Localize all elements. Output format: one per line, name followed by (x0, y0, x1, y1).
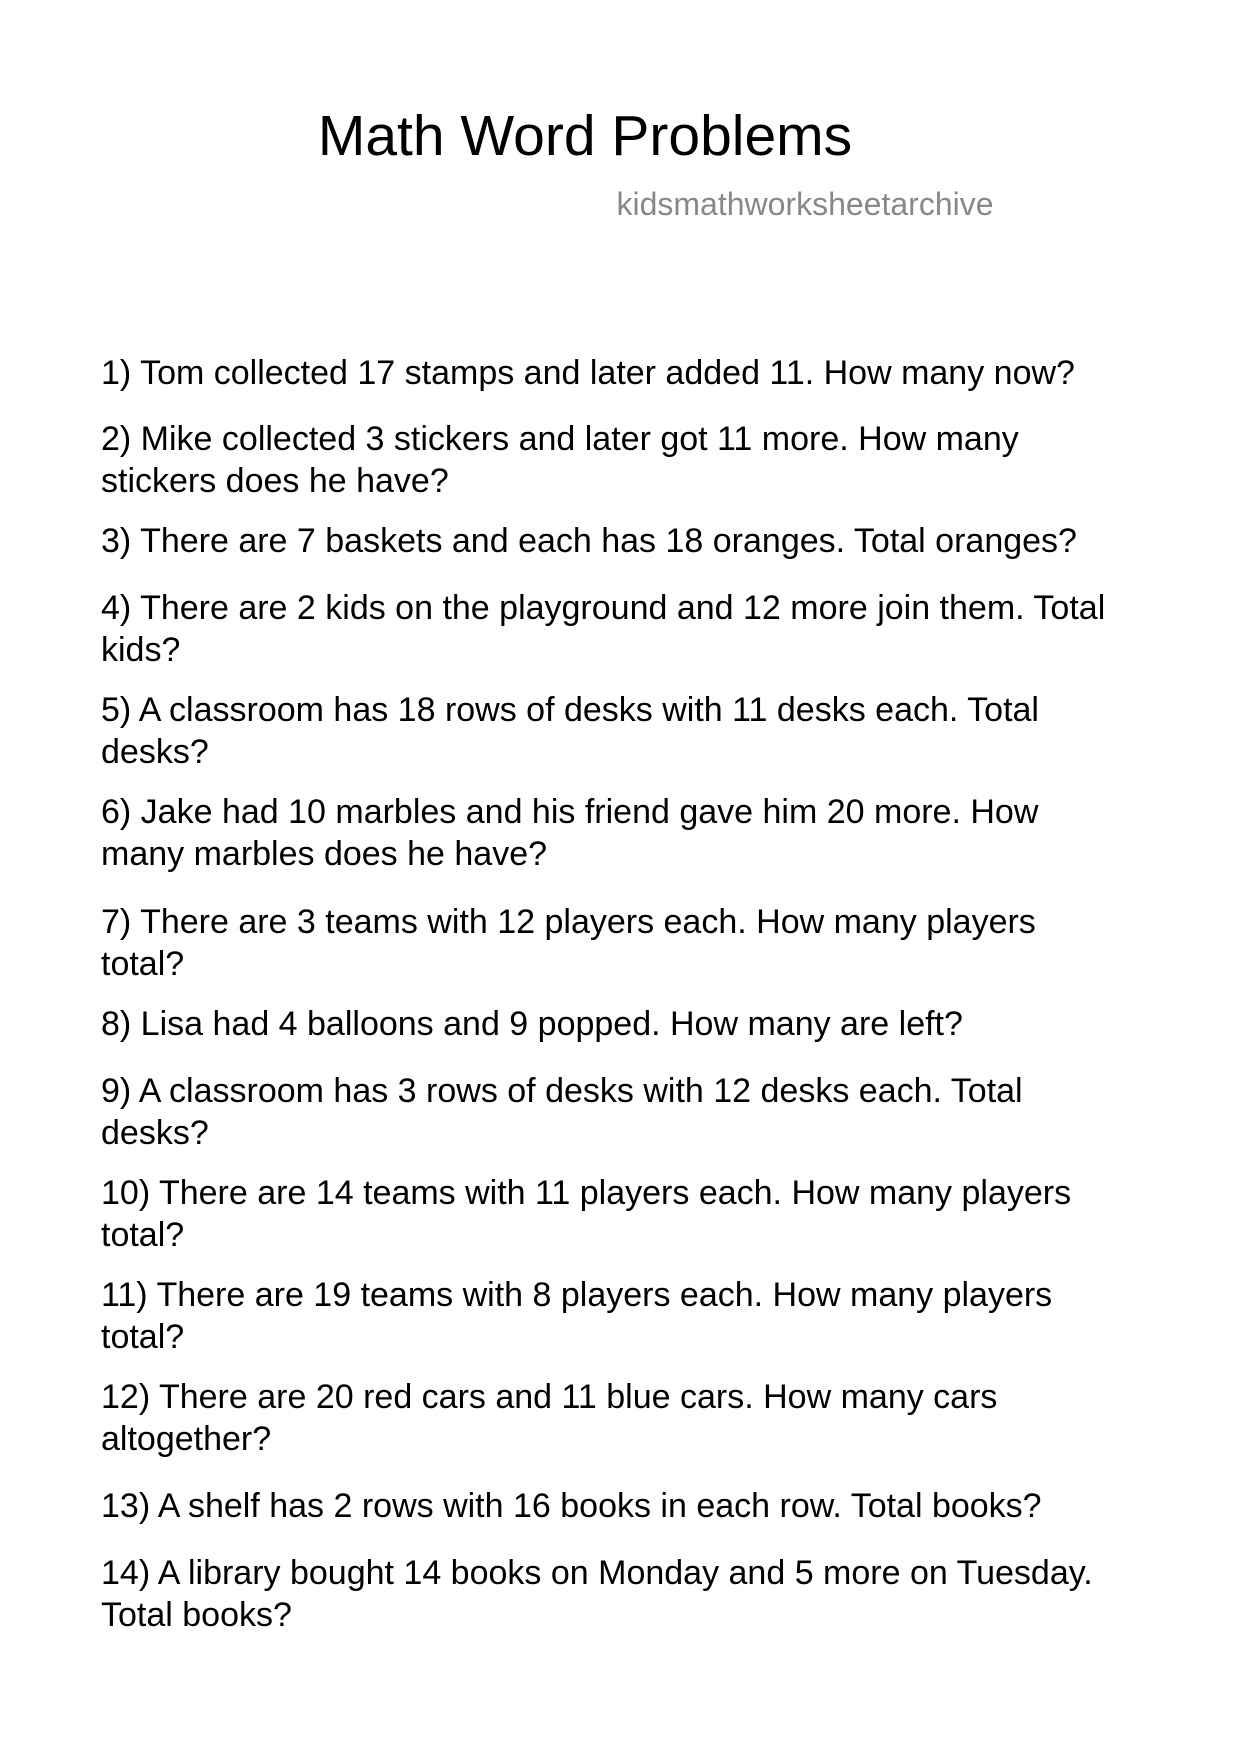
problem-2: 2) Mike collected 3 stickers and later got 11 more. How many stickers does he have? (101, 420, 1019, 500)
problem-14: 14) A library bought 14 books on Monday and 5 more on Tuesday. Total books? (101, 1554, 1093, 1634)
problem-9: 9) A classroom has 3 rows of desks with 12 desks each. Total desks? (101, 1072, 1023, 1152)
problem-7: 7) There are 3 teams with 12 players each. How many players total? (101, 903, 1036, 983)
problem-8: 8) Lisa had 4 balloons and 9 popped. How many are left? (101, 1005, 963, 1043)
problem-13: 13) A shelf has 2 rows with 16 books in each row. Total books? (101, 1487, 1042, 1525)
problem-3: 3) There are 7 baskets and each has 18 oranges. Total oranges? (101, 522, 1077, 560)
problem-12: 12) There are 20 red cars and 11 blue cars. How many cars altogether? (101, 1378, 998, 1458)
page-subtitle (220, 184, 1240, 224)
problem-6: 6) Jake had 10 marbles and his friend gave him 20 more. How many marbles does he have? (101, 793, 1039, 873)
page-title: Math Word Problems (317, 104, 853, 168)
subtitle-text: kidsmathworksheetarchive (616, 186, 994, 222)
problem-5: 5) A classroom has 18 rows of desks with 11 desks each. Total desks? (101, 691, 1039, 771)
problem-4: 4) There are 2 kids on the playground and 12 more join them. Total kids? (101, 589, 1106, 669)
problem-10: 10) There are 14 teams with 11 players each. How many players total? (101, 1174, 1072, 1254)
problem-1: 1) Tom collected 17 stamps and later added 11. How many now? (101, 354, 1075, 392)
problem-11: 11) There are 19 teams with 8 players each. How many players total? (101, 1276, 1053, 1356)
